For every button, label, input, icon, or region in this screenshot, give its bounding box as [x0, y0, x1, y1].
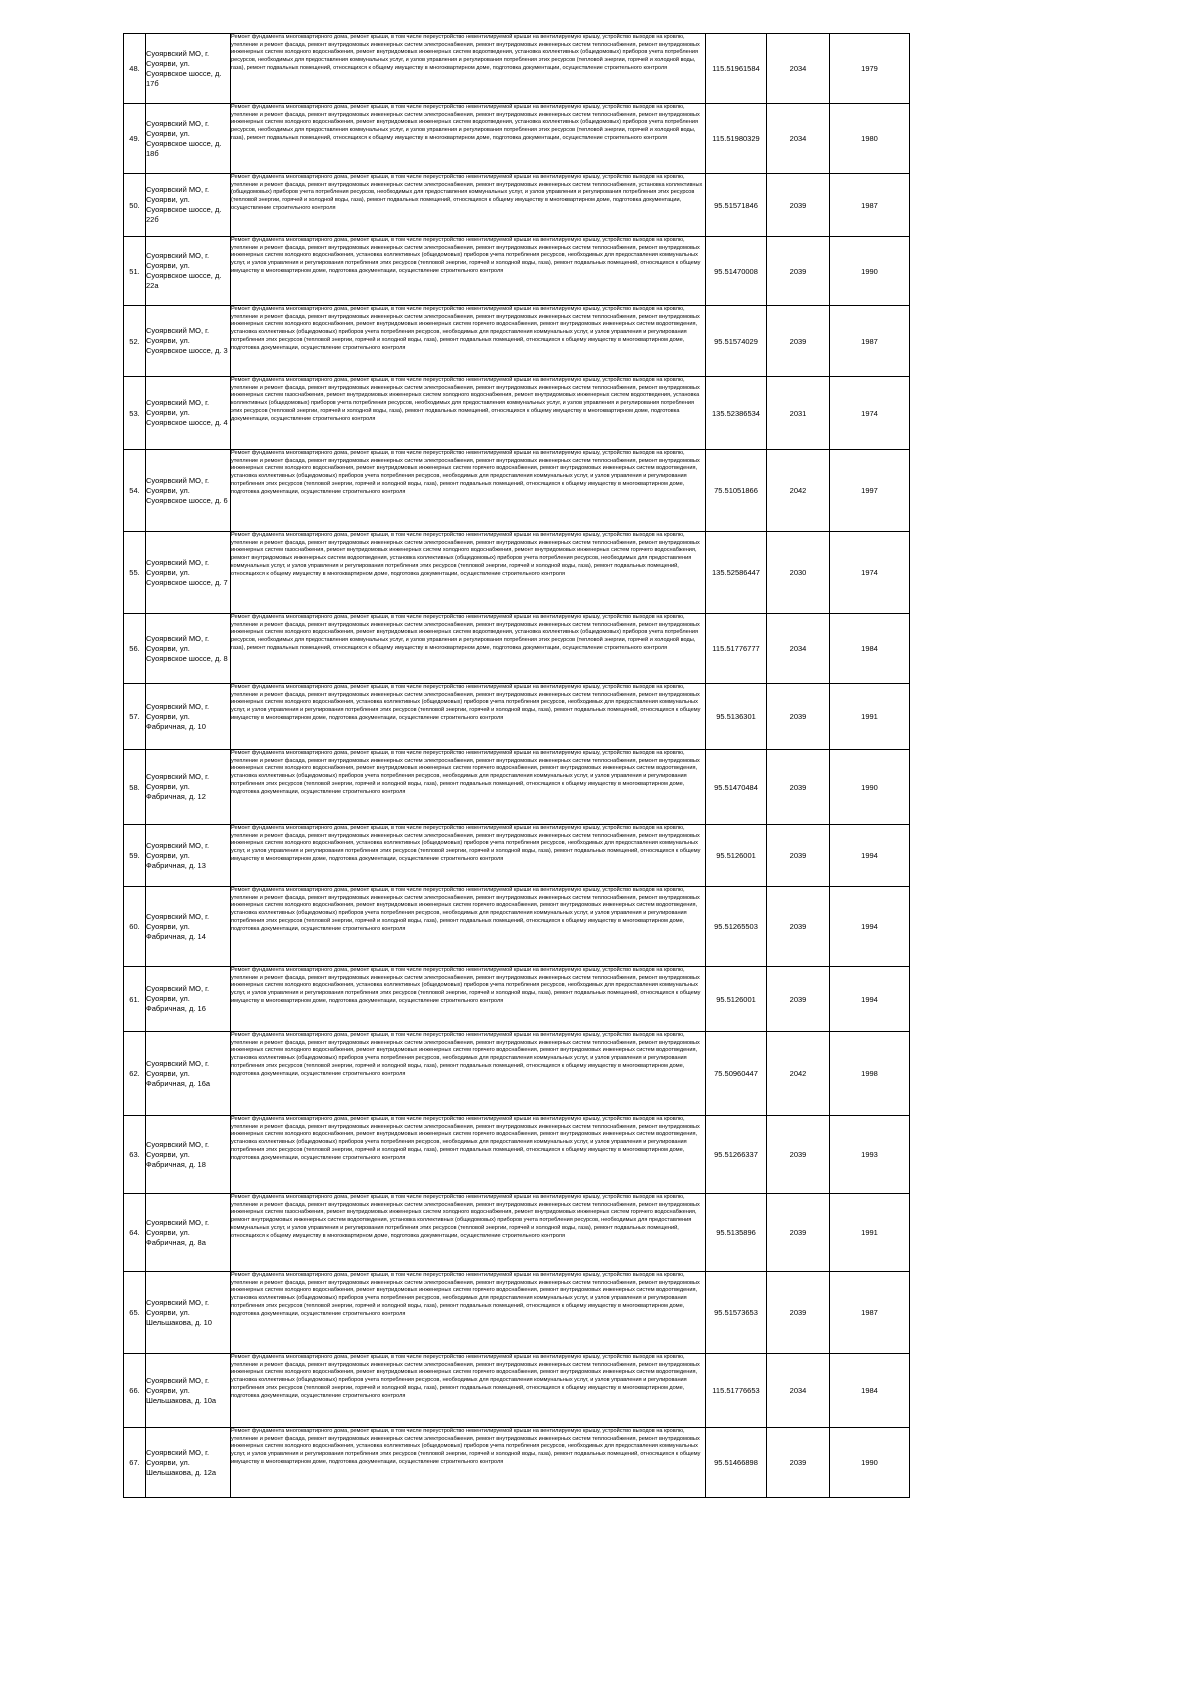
row-number: 64. — [124, 1194, 146, 1272]
planned-year-cell: 2039 — [767, 1194, 830, 1272]
cost-cell: 135.52386534 — [706, 377, 767, 450]
work-description-cell: Ремонт фундамента многоквартирного дома, ремонт крыши, в том числе переустройство невентилируемой крыши на вентилируемую крышу, устройство выходов на кровлю, утепление и ремонт фасада, ремонт внутридомовых инженерных систем электроснабжения, ремонт внутридомовых инженерных систем теплоснабжения, ремонт внутридомовых инженерных систем холодного водоснабжения, ремонт внутридомовых инженерных систем горячего водоснабжения, ремонт внутридомовых инженерных систем водоотведения, установка коллективных (общедомовых) приборов учета потребления ресурсов, необходимых для предоставления коммунальных услуг, и узлов управления и регулирования потребления этих ресурсов (тепловой энергии, горячей и холодной воды, газа), ремонт подвальных помещений, относящихся к общему имуществу в многоквартирном доме, подготовка документации, осуществление строительного контроля — [231, 750, 706, 825]
repair-program-table — [123, 33, 910, 1498]
address-cell: Суоярвский МО, г. Суоярви, ул. Суоярвское шоссе, д. 22а — [146, 237, 231, 306]
work-description-cell: Ремонт фундамента многоквартирного дома, ремонт крыши, в том числе переустройство невентилируемой крыши на вентилируемую крышу, устройство выходов на кровлю, утепление и ремонт фасада, ремонт внутридомовых инженерных систем электроснабжения, ремонт внутридомовых инженерных систем теплоснабжения, ремонт внутридомовых инженерных систем холодного водоснабжения, установка коллективных (общедомовых) приборов учета потребления ресурсов, необходимых для предоставления коммунальных услуг, и узлов управления и регулирования потребления этих ресурсов (тепловой энергии, горячей и холодной воды, газа), ремонт подвальных помещений, относящихся к общему имуществу в многоквартирном доме, подготовка документации, осуществление строительного контроля — [231, 967, 706, 1032]
work-description-cell: Ремонт фундамента многоквартирного дома, ремонт крыши, в том числе переустройство невентилируемой крыши на вентилируемую крышу, устройство выходов на кровлю, утепление и ремонт фасада, ремонт внутридомовых инженерных систем электроснабжения, ремонт внутридомовых инженерных систем теплоснабжения, ремонт внутридомовых инженерных систем холодного водоснабжения, ремонт внутридомовых инженерных систем горячего водоснабжения, ремонт внутридомовых инженерных систем водоотведения, установка коллективных (общедомовых) приборов учета потребления ресурсов, необходимых для предоставления коммунальных услуг, и узлов управления и регулирования потребления этих ресурсов (тепловой энергии, горячей и холодной воды, газа), ремонт подвальных помещений, относящихся к общему имуществу в многоквартирном доме, подготовка документации, осуществление строительного контроля — [231, 450, 706, 532]
build-year-cell: 1997 — [830, 450, 910, 532]
build-year-cell: 1994 — [830, 825, 910, 887]
planned-year-cell: 2039 — [767, 237, 830, 306]
table-row — [124, 750, 910, 825]
table-row — [124, 174, 910, 237]
row-number: 59. — [124, 825, 146, 887]
cost-cell: 95.5136301 — [706, 684, 767, 750]
table-row — [124, 1272, 910, 1354]
address-cell: Суоярвский МО, г. Суоярви, ул. Суоярвское шоссе, д. 18б — [146, 104, 231, 174]
work-description-cell: Ремонт фундамента многоквартирного дома, ремонт крыши, в том числе переустройство невентилируемой крыши на вентилируемую крышу, устройство выходов на кровлю, утепление и ремонт фасада, ремонт внутридомовых инженерных систем электроснабжения, ремонт внутридомовых инженерных систем теплоснабжения, ремонт внутридомовых инженерных систем холодного водоснабжения, установка коллективных (общедомовых) приборов учета потребления ресурсов, необходимых для предоставления коммунальных услуг, и узлов управления и регулирования потребления этих ресурсов (тепловой энергии, горячей и холодной воды, газа), ремонт подвальных помещений, относящихся к общему имуществу в многоквартирном доме, подготовка документации, осуществление строительного контроля — [231, 237, 706, 306]
build-year-cell: 1994 — [830, 887, 910, 967]
build-year-cell: 1974 — [830, 377, 910, 450]
build-year-cell: 1984 — [830, 614, 910, 684]
build-year-cell: 1987 — [830, 174, 910, 237]
row-number: 49. — [124, 104, 146, 174]
row-number: 58. — [124, 750, 146, 825]
cost-cell: 95.51470008 — [706, 237, 767, 306]
work-description-cell: Ремонт фундамента многоквартирного дома, ремонт крыши, в том числе переустройство невентилируемой крыши на вентилируемую крышу, устройство выходов на кровлю, утепление и ремонт фасада, ремонт внутридомовых инженерных систем электроснабжения, ремонт внутридомовых инженерных систем теплоснабжения, ремонт внутридомовых инженерных систем холодного водоснабжения, ремонт внутридомовых инженерных систем горячего водоснабжения, ремонт внутридомовых инженерных систем водоотведения, установка коллективных (общедомовых) приборов учета потребления ресурсов, необходимых для предоставления коммунальных услуг, и узлов управления и регулирования потребления этих ресурсов (тепловой энергии, горячей и холодной воды, газа), ремонт подвальных помещений, относящихся к общему имуществу в многоквартирном доме, подготовка документации, осуществление строительного контроля — [231, 1032, 706, 1116]
table-row — [124, 1194, 910, 1272]
cost-cell: 75.50960447 — [706, 1032, 767, 1116]
planned-year-cell: 2034 — [767, 614, 830, 684]
work-description-cell: Ремонт фундамента многоквартирного дома, ремонт крыши, в том числе переустройство невентилируемой крыши на вентилируемую крышу, устройство выходов на кровлю, утепление и ремонт фасада, ремонт внутридомовых инженерных систем электроснабжения, ремонт внутридомовых инженерных систем теплоснабжения, ремонт внутридомовых инженерных систем газоснабжения, ремонт внутридомовых инженерных систем холодного водоснабжения, ремонт внутридомовых инженерных систем горячего водоснабжения, ремонт внутридомовых инженерных систем водоотведения, установка коллективных (общедомовых) приборов учета потребления ресурсов, необходимых для предоставления коммунальных услуг, и узлов управления и регулирования потребления этих ресурсов (тепловой энергии, горячей и холодной воды, газа), ремонт подвальных помещений, относящихся к общему имуществу в многоквартирном доме, подготовка документации, осуществление строительного контроля — [231, 1194, 706, 1272]
work-description-cell: Ремонт фундамента многоквартирного дома, ремонт крыши, в том числе переустройство невентилируемой крыши на вентилируемую крышу, устройство выходов на кровлю, утепление и ремонт фасада, ремонт внутридомовых инженерных систем электроснабжения, ремонт внутридомовых инженерных систем теплоснабжения, установка коллективных (общедомовых) приборов учета потребления ресурсов, необходимых для предоставления коммунальных услуг, и узлов управления и регулирования потребления этих ресурсов (тепловой энергии, горячей и холодной воды, газа), ремонт подвальных помещений, относящихся к общему имуществу в многоквартирном доме, подготовка документации, осуществление строительного контроля — [231, 174, 706, 237]
build-year-cell: 1974 — [830, 532, 910, 614]
build-year-cell: 1994 — [830, 967, 910, 1032]
address-cell: Суоярвский МО, г. Суоярви, ул. Шельшакова, д. 10а — [146, 1354, 231, 1428]
build-year-cell: 1990 — [830, 750, 910, 825]
planned-year-cell: 2034 — [767, 34, 830, 104]
work-description-cell: Ремонт фундамента многоквартирного дома, ремонт крыши, в том числе переустройство невентилируемой крыши на вентилируемую крышу, устройство выходов на кровлю, утепление и ремонт фасада, ремонт внутридомовых инженерных систем электроснабжения, ремонт внутридомовых инженерных систем теплоснабжения, ремонт внутридомовых инженерных систем холодного водоснабжения, ремонт внутридомовых инженерных систем водоотведения, установка коллективных (общедомовых) приборов учета потребления ресурсов, необходимых для предоставления коммунальных услуг, и узлов управления и регулирования потребления этих ресурсов (тепловой энергии, горячей и холодной воды, газа), ремонт подвальных помещений, относящихся к общему имуществу в многоквартирном доме, подготовка документации, осуществление строительного контроля — [231, 104, 706, 174]
row-number: 52. — [124, 306, 146, 377]
row-number: 48. — [124, 34, 146, 104]
address-cell: Суоярвский МО, г. Суоярви, ул. Фабричная, д. 8а — [146, 1194, 231, 1272]
table-body — [124, 34, 910, 1498]
cost-cell: 95.51571846 — [706, 174, 767, 237]
planned-year-cell: 2042 — [767, 1032, 830, 1116]
address-cell: Суоярвский МО, г. Суоярви, ул. Суоярвское шоссе, д. 22б — [146, 174, 231, 237]
work-description-cell: Ремонт фундамента многоквартирного дома, ремонт крыши, в том числе переустройство невентилируемой крыши на вентилируемую крышу, устройство выходов на кровлю, утепление и ремонт фасада, ремонт внутридомовых инженерных систем электроснабжения, ремонт внутридомовых инженерных систем теплоснабжения, ремонт внутридомовых инженерных систем холодного водоснабжения, установка коллективных (общедомовых) приборов учета потребления ресурсов, необходимых для предоставления коммунальных услуг, и узлов управления и регулирования потребления этих ресурсов (тепловой энергии, горячей и холодной воды, газа), ремонт подвальных помещений, относящихся к общему имуществу в многоквартирном доме, подготовка документации, осуществление строительного контроля — [231, 684, 706, 750]
planned-year-cell: 2039 — [767, 1272, 830, 1354]
work-description-cell: Ремонт фундамента многоквартирного дома, ремонт крыши, в том числе переустройство невентилируемой крыши на вентилируемую крышу, устройство выходов на кровлю, утепление и ремонт фасада, ремонт внутридомовых инженерных систем электроснабжения, ремонт внутридомовых инженерных систем теплоснабжения, ремонт внутридомовых инженерных систем холодного водоснабжения, ремонт внутридомовых инженерных систем водоотведения, установка коллективных (общедомовых) приборов учета потребления ресурсов, необходимых для предоставления коммунальных услуг, и узлов управления и регулирования потребления этих ресурсов (тепловой энергии, горячей и холодной воды, газа), ремонт подвальных помещений, относящихся к общему имуществу в многоквартирном доме, подготовка документации, осуществление строительного контроля — [231, 34, 706, 104]
table-row — [124, 306, 910, 377]
row-number: 57. — [124, 684, 146, 750]
planned-year-cell: 2034 — [767, 104, 830, 174]
planned-year-cell: 2039 — [767, 1428, 830, 1498]
address-cell: Суоярвский МО, г. Суоярви, ул. Фабричная, д. 14 — [146, 887, 231, 967]
work-description-cell: Ремонт фундамента многоквартирного дома, ремонт крыши, в том числе переустройство невентилируемой крыши на вентилируемую крышу, устройство выходов на кровлю, утепление и ремонт фасада, ремонт внутридомовых инженерных систем электроснабжения, ремонт внутридомовых инженерных систем теплоснабжения, ремонт внутридомовых инженерных систем холодного водоснабжения, установка коллективных (общедомовых) приборов учета потребления ресурсов, необходимых для предоставления коммунальных услуг, и узлов управления и регулирования потребления этих ресурсов (тепловой энергии, горячей и холодной воды, газа), ремонт подвальных помещений, относящихся к общему имуществу в многоквартирном доме, подготовка документации, осуществление строительного контроля — [231, 1428, 706, 1498]
planned-year-cell: 2039 — [767, 825, 830, 887]
address-cell: Суоярвский МО, г. Суоярви, ул. Суоярвское шоссе, д. 3 — [146, 306, 231, 377]
work-description-cell: Ремонт фундамента многоквартирного дома, ремонт крыши, в том числе переустройство невентилируемой крыши на вентилируемую крышу, устройство выходов на кровлю, утепление и ремонт фасада, ремонт внутридомовых инженерных систем электроснабжения, ремонт внутридомовых инженерных систем теплоснабжения, ремонт внутридомовых инженерных систем холодного водоснабжения, ремонт внутридомовых инженерных систем горячего водоснабжения, ремонт внутридомовых инженерных систем водоотведения, установка коллективных (общедомовых) приборов учета потребления ресурсов, необходимых для предоставления коммунальных услуг, и узлов управления и регулирования потребления этих ресурсов (тепловой энергии, горячей и холодной воды, газа), ремонт подвальных помещений, относящихся к общему имуществу в многоквартирном доме, подготовка документации, осуществление строительного контроля — [231, 1272, 706, 1354]
planned-year-cell: 2034 — [767, 1354, 830, 1428]
row-number: 66. — [124, 1354, 146, 1428]
table-row — [124, 967, 910, 1032]
address-cell: Суоярвский МО, г. Суоярви, ул. Суоярвское шоссе, д. 7 — [146, 532, 231, 614]
build-year-cell: 1984 — [830, 1354, 910, 1428]
work-description-cell: Ремонт фундамента многоквартирного дома, ремонт крыши, в том числе переустройство невентилируемой крыши на вентилируемую крышу, устройство выходов на кровлю, утепление и ремонт фасада, ремонт внутридомовых инженерных систем электроснабжения, ремонт внутридомовых инженерных систем теплоснабжения, ремонт внутридомовых инженерных систем холодного водоснабжения, ремонт внутридомовых инженерных систем водоотведения, установка коллективных (общедомовых) приборов учета потребления ресурсов, необходимых для предоставления коммунальных услуг, и узлов управления и регулирования потребления этих ресурсов (тепловой энергии, горячей и холодной воды, газа), ремонт подвальных помещений, относящихся к общему имуществу в многоквартирном доме, подготовка документации, осуществление строительного контроля — [231, 614, 706, 684]
planned-year-cell: 2039 — [767, 1116, 830, 1194]
address-cell: Суоярвский МО, г. Суоярви, ул. Суоярвское шоссе, д. 17б — [146, 34, 231, 104]
row-number: 55. — [124, 532, 146, 614]
cost-cell: 95.51470484 — [706, 750, 767, 825]
row-number: 61. — [124, 967, 146, 1032]
address-cell: Суоярвский МО, г. Суоярви, ул. Фабричная, д. 10 — [146, 684, 231, 750]
cost-cell: 95.51266337 — [706, 1116, 767, 1194]
cost-cell: 115.51961584 — [706, 34, 767, 104]
build-year-cell: 1990 — [830, 237, 910, 306]
address-cell: Суоярвский МО, г. Суоярви, ул. Фабричная, д. 18 — [146, 1116, 231, 1194]
address-cell: Суоярвский МО, г. Суоярви, ул. Суоярвское шоссе, д. 8 — [146, 614, 231, 684]
work-description-cell: Ремонт фундамента многоквартирного дома, ремонт крыши, в том числе переустройство невентилируемой крыши на вентилируемую крышу, устройство выходов на кровлю, утепление и ремонт фасада, ремонт внутридомовых инженерных систем электроснабжения, ремонт внутридомовых инженерных систем теплоснабжения, ремонт внутридомовых инженерных систем холодного водоснабжения, ремонт внутридомовых инженерных систем горячего водоснабжения, ремонт внутридомовых инженерных систем водоотведения, установка коллективных (общедомовых) приборов учета потребления ресурсов, необходимых для предоставления коммунальных услуг, и узлов управления и регулирования потребления этих ресурсов (тепловой энергии, горячей и холодной воды, газа), ремонт подвальных помещений, относящихся к общему имуществу в многоквартирном доме, подготовка документации, осуществление строительного контроля — [231, 306, 706, 377]
planned-year-cell: 2039 — [767, 306, 830, 377]
row-number: 51. — [124, 237, 146, 306]
work-description-cell: Ремонт фундамента многоквартирного дома, ремонт крыши, в том числе переустройство невентилируемой крыши на вентилируемую крышу, устройство выходов на кровлю, утепление и ремонт фасада, ремонт внутридомовых инженерных систем электроснабжения, ремонт внутридомовых инженерных систем теплоснабжения, ремонт внутридомовых инженерных систем холодного водоснабжения, установка коллективных (общедомовых) приборов учета потребления ресурсов, необходимых для предоставления коммунальных услуг, и узлов управления и регулирования потребления этих ресурсов (тепловой энергии, горячей и холодной воды, газа), ремонт подвальных помещений, относящихся к общему имуществу в многоквартирном доме, подготовка документации, осуществление строительного контроля — [231, 825, 706, 887]
row-number: 56. — [124, 614, 146, 684]
planned-year-cell: 2031 — [767, 377, 830, 450]
build-year-cell: 1987 — [830, 1272, 910, 1354]
row-number: 54. — [124, 450, 146, 532]
row-number: 63. — [124, 1116, 146, 1194]
row-number: 60. — [124, 887, 146, 967]
row-number: 50. — [124, 174, 146, 237]
planned-year-cell: 2039 — [767, 887, 830, 967]
table-row — [124, 450, 910, 532]
cost-cell: 115.51776653 — [706, 1354, 767, 1428]
table-row — [124, 532, 910, 614]
address-cell: Суоярвский МО, г. Суоярви, ул. Фабричная, д. 16а — [146, 1032, 231, 1116]
table-row — [124, 237, 910, 306]
work-description-cell: Ремонт фундамента многоквартирного дома, ремонт крыши, в том числе переустройство невентилируемой крыши на вентилируемую крышу, устройство выходов на кровлю, утепление и ремонт фасада, ремонт внутридомовых инженерных систем электроснабжения, ремонт внутридомовых инженерных систем теплоснабжения, ремонт внутридомовых инженерных систем холодного водоснабжения, ремонт внутридомовых инженерных систем горячего водоснабжения, ремонт внутридомовых инженерных систем водоотведения, установка коллективных (общедомовых) приборов учета потребления ресурсов, необходимых для предоставления коммунальных услуг, и узлов управления и регулирования потребления этих ресурсов (тепловой энергии, горячей и холодной воды, газа), ремонт подвальных помещений, относящихся к общему имуществу в многоквартирном доме, подготовка документации, осуществление строительного контроля — [231, 1354, 706, 1428]
build-year-cell: 1980 — [830, 104, 910, 174]
cost-cell: 95.5126001 — [706, 967, 767, 1032]
cost-cell: 95.5135896 — [706, 1194, 767, 1272]
cost-cell: 75.51051866 — [706, 450, 767, 532]
work-description-cell: Ремонт фундамента многоквартирного дома, ремонт крыши, в том числе переустройство невентилируемой крыши на вентилируемую крышу, устройство выходов на кровлю, утепление и ремонт фасада, ремонт внутридомовых инженерных систем электроснабжения, ремонт внутридомовых инженерных систем теплоснабжения, ремонт внутридомовых инженерных систем газоснабжения, ремонт внутридомовых инженерных систем холодного водоснабжения, ремонт внутридомовых инженерных систем водоотведения, установка коллективных (общедомовых) приборов учета потребления ресурсов, необходимых для предоставления коммунальных услуг, и узлов управления и регулирования потребления этих ресурсов (тепловой энергии, горячей и холодной воды, газа), ремонт подвальных помещений, относящихся к общему имуществу в многоквартирном доме, подготовка документации, осуществление строительного контроля — [231, 377, 706, 450]
planned-year-cell: 2039 — [767, 684, 830, 750]
table-row — [124, 1116, 910, 1194]
row-number: 67. — [124, 1428, 146, 1498]
build-year-cell: 1990 — [830, 1428, 910, 1498]
cost-cell: 95.51265503 — [706, 887, 767, 967]
address-cell: Суоярвский МО, г. Суоярви, ул. Фабричная, д. 13 — [146, 825, 231, 887]
row-number: 65. — [124, 1272, 146, 1354]
work-description-cell: Ремонт фундамента многоквартирного дома, ремонт крыши, в том числе переустройство невентилируемой крыши на вентилируемую крышу, устройство выходов на кровлю, утепление и ремонт фасада, ремонт внутридомовых инженерных систем электроснабжения, ремонт внутридомовых инженерных систем теплоснабжения, ремонт внутридомовых инженерных систем холодного водоснабжения, ремонт внутридомовых инженерных систем горячего водоснабжения, ремонт внутридомовых инженерных систем водоотведения, установка коллективных (общедомовых) приборов учета потребления ресурсов, необходимых для предоставления коммунальных услуг, и узлов управления и регулирования потребления этих ресурсов (тепловой энергии, горячей и холодной воды, газа), ремонт подвальных помещений, относящихся к общему имуществу в многоквартирном доме, подготовка документации, осуществление строительного контроля — [231, 887, 706, 967]
address-cell: Суоярвский МО, г. Суоярви, ул. Шельшакова, д. 12а — [146, 1428, 231, 1498]
address-cell: Суоярвский МО, г. Суоярви, ул. Суоярвское шоссе, д. 4 — [146, 377, 231, 450]
address-cell: Суоярвский МО, г. Суоярви, ул. Шельшакова, д. 10 — [146, 1272, 231, 1354]
table-row — [124, 1354, 910, 1428]
planned-year-cell: 2039 — [767, 750, 830, 825]
work-description-cell: Ремонт фундамента многоквартирного дома, ремонт крыши, в том числе переустройство невентилируемой крыши на вентилируемую крышу, устройство выходов на кровлю, утепление и ремонт фасада, ремонт внутридомовых инженерных систем электроснабжения, ремонт внутридомовых инженерных систем теплоснабжения, ремонт внутридомовых инженерных систем холодного водоснабжения, ремонт внутридомовых инженерных систем горячего водоснабжения, ремонт внутридомовых инженерных систем водоотведения, установка коллективных (общедомовых) приборов учета потребления ресурсов, необходимых для предоставления коммунальных услуг, и узлов управления и регулирования потребления этих ресурсов (тепловой энергии, горячей и холодной воды, газа), ремонт подвальных помещений, относящихся к общему имуществу в многоквартирном доме, подготовка документации, осуществление строительного контроля — [231, 1116, 706, 1194]
table-row — [124, 614, 910, 684]
address-cell: Суоярвский МО, г. Суоярви, ул. Суоярвское шоссе, д. 6 — [146, 450, 231, 532]
build-year-cell: 1987 — [830, 306, 910, 377]
table-row — [124, 887, 910, 967]
cost-cell: 115.51776777 — [706, 614, 767, 684]
planned-year-cell: 2039 — [767, 174, 830, 237]
address-cell: Суоярвский МО, г. Суоярви, ул. Фабричная, д. 12 — [146, 750, 231, 825]
table-row — [124, 825, 910, 887]
table-row — [124, 1032, 910, 1116]
row-number: 62. — [124, 1032, 146, 1116]
planned-year-cell: 2030 — [767, 532, 830, 614]
table-row — [124, 377, 910, 450]
table-row — [124, 34, 910, 104]
table-row — [124, 104, 910, 174]
build-year-cell: 1991 — [830, 1194, 910, 1272]
address-cell: Суоярвский МО, г. Суоярви, ул. Фабричная, д. 16 — [146, 967, 231, 1032]
planned-year-cell: 2042 — [767, 450, 830, 532]
cost-cell: 95.5126001 — [706, 825, 767, 887]
cost-cell: 95.51573653 — [706, 1272, 767, 1354]
table-row — [124, 1428, 910, 1498]
build-year-cell: 1993 — [830, 1116, 910, 1194]
table-row — [124, 684, 910, 750]
planned-year-cell: 2039 — [767, 967, 830, 1032]
cost-cell: 95.51466898 — [706, 1428, 767, 1498]
work-description-cell: Ремонт фундамента многоквартирного дома, ремонт крыши, в том числе переустройство невентилируемой крыши на вентилируемую крышу, устройство выходов на кровлю, утепление и ремонт фасада, ремонт внутридомовых инженерных систем электроснабжения, ремонт внутридомовых инженерных систем теплоснабжения, ремонт внутридомовых инженерных систем газоснабжения, ремонт внутридомовых инженерных систем холодного водоснабжения, ремонт внутридомовых инженерных систем горячего водоснабжения, ремонт внутридомовых инженерных систем водоотведения, установка коллективных (общедомовых) приборов учета потребления ресурсов, необходимых для предоставления коммунальных услуг, и узлов управления и регулирования потребления этих ресурсов (тепловой энергии, горячей и холодной воды, газа), ремонт подвальных помещений, относящихся к общему имуществу в многоквартирном доме, подготовка документации, осуществление строительного контроля — [231, 532, 706, 614]
build-year-cell: 1998 — [830, 1032, 910, 1116]
cost-cell: 115.51980329 — [706, 104, 767, 174]
cost-cell: 95.51574029 — [706, 306, 767, 377]
row-number: 53. — [124, 377, 146, 450]
build-year-cell: 1991 — [830, 684, 910, 750]
build-year-cell: 1979 — [830, 34, 910, 104]
cost-cell: 135.52586447 — [706, 532, 767, 614]
